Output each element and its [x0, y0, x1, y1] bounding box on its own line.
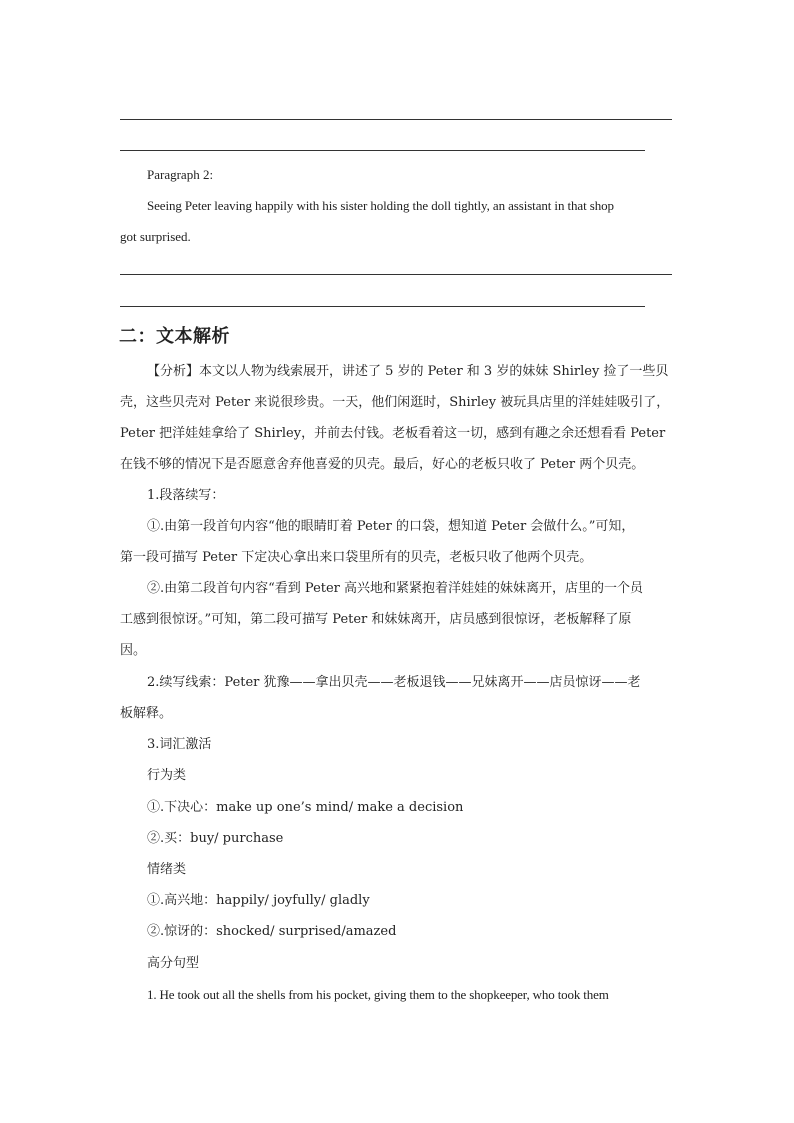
continuation-title: 1.段落续写：	[147, 488, 225, 503]
clues-line: 板解释。	[120, 706, 173, 721]
vocab-sentence-title: 高分句型	[147, 956, 200, 971]
section-heading: 二：文本解析	[119, 326, 230, 347]
vocab-emotion-item: ①.高兴地：happily/ joyfully/ gladly	[147, 893, 370, 908]
paragraph2-opening-line1: Seeing Peter leaving happily with his sister holding the doll tightly, an assistant in that shop	[147, 198, 614, 213]
vocab-behavior-item: ②.买：buy/ purchase	[147, 831, 284, 846]
continuation-point2-line: 工感到很惊讶。”可知，第二段可描写 Peter 和妹妹离开，店员感到很惊讶，老板解释了原	[120, 612, 632, 627]
paragraph2-opening-line2: got surprised.	[120, 229, 191, 244]
continuation-point1-line: ①.由第一段首句内容“他的眼睛盯着 Peter 的口袋，想知道 Peter 会做什么。”可知，	[147, 519, 635, 534]
continuation-point1-line: 第一段可描写 Peter 下定决心拿出来口袋里所有的贝壳，老板只收了他两个贝壳。	[120, 550, 593, 565]
vocab-behavior-title: 行为类	[147, 768, 187, 783]
paragraph2-label: Paragraph 2:	[147, 167, 214, 182]
analysis-line: 壳，这些贝壳对 Peter 来说很珍贵。一天，他们闲逛时，Shirley 被玩具店里的洋娃娃吸引了，	[120, 395, 670, 410]
clues-line: 2.续写线索：Peter 犹豫——拿出贝壳——老板退钱——兄妹离开——店员惊讶——老	[147, 675, 641, 690]
analysis-line: 【分析】本文以人物为线索展开，讲述了 5 岁的 Peter 和 3 岁的妹妹 Shirley 捡了一些贝	[147, 364, 669, 379]
vocab-title: 3.词汇激活	[147, 737, 212, 752]
vocab-sentence-item: 1. He took out all the shells from his pocket, giving them to the shopkeeper, who took them	[147, 987, 609, 1002]
continuation-point2-line: ②.由第二段首句内容“看到 Peter 高兴地和紧紧抱着洋娃娃的妹妹离开，店里的一个员	[147, 581, 644, 596]
writing-line	[120, 119, 672, 120]
writing-line	[120, 274, 672, 275]
vocab-behavior-item: ①.下决心：make up one’s mind/ make a decision	[147, 800, 464, 815]
continuation-point2-line: 因。	[120, 643, 147, 658]
analysis-line: 在钱不够的情况下是否愿意舍弃他喜爱的贝壳。最后，好心的老板只收了 Peter 两个贝壳。	[120, 457, 645, 472]
writing-line	[120, 306, 645, 307]
vocab-emotion-item: ②.惊讶的：shocked/ surprised/amazed	[147, 924, 397, 939]
vocab-emotion-title: 情绪类	[147, 862, 187, 877]
writing-line	[120, 150, 645, 151]
analysis-line: Peter 把洋娃娃拿给了 Shirley，并前去付钱。老板看着这一切，感到有趣之余还想看看 Peter	[120, 426, 666, 441]
